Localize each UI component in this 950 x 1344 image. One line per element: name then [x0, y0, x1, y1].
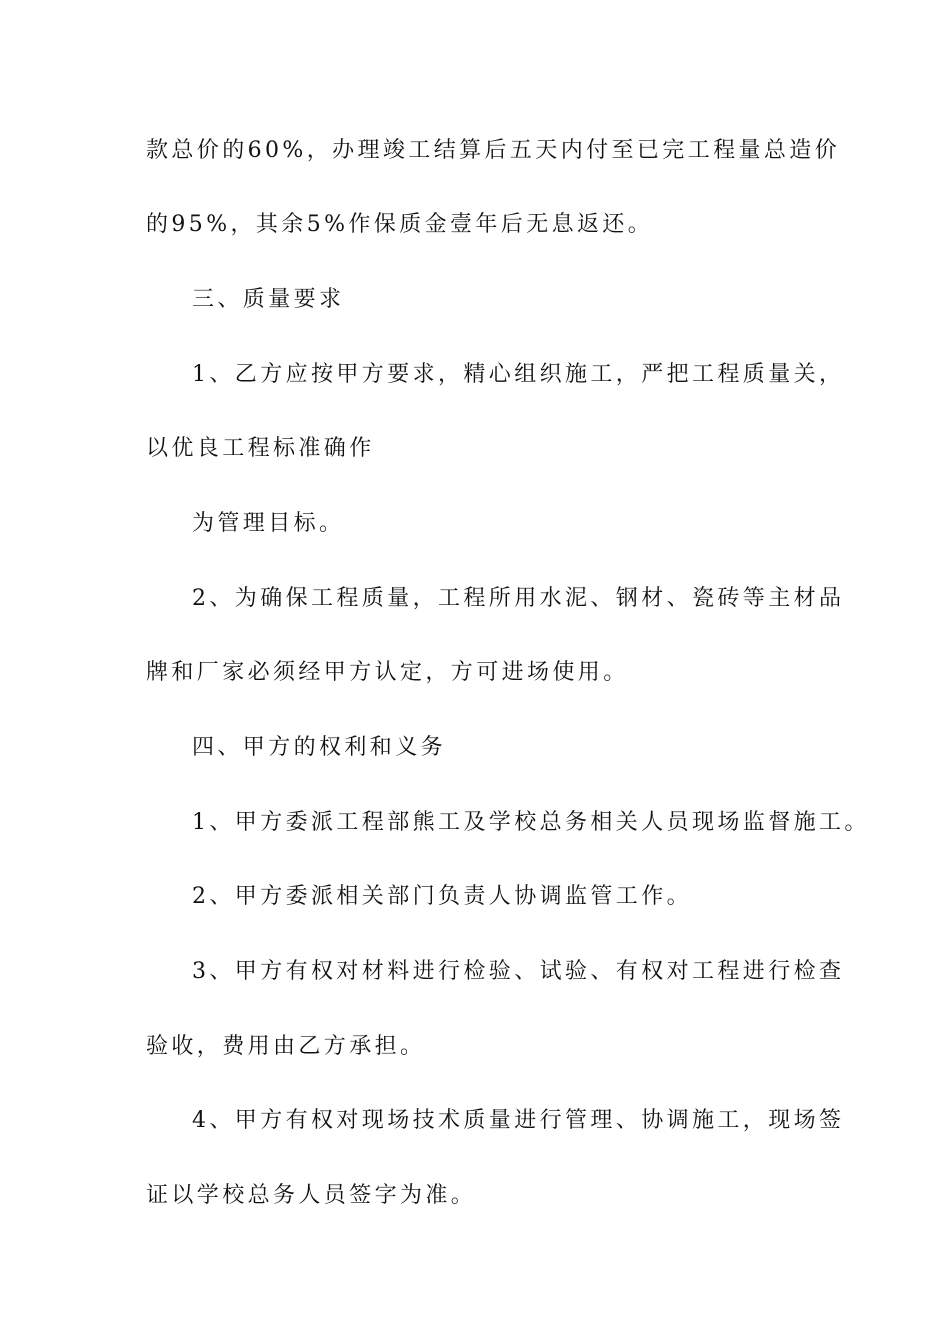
paragraph-line-rights-3-cont: 验收，费用由乙方承担。: [146, 1034, 426, 1059]
paragraph-line-payment-continued: 款总价的60%，办理竣工结算后五天内付至已完工程量总造价: [146, 138, 841, 163]
section-heading-quality: 三、质量要求: [192, 287, 345, 312]
paragraph-line-quality-2: 2、为确保工程质量，工程所用水泥、钢材、瓷砖等主材品: [192, 586, 845, 611]
paragraph-line-quality-2-cont: 牌和厂家必须经甲方认定，方可进场使用。: [146, 660, 629, 685]
paragraph-line-retention: 的95%，其余5%作保质金壹年后无息返还。: [146, 212, 654, 237]
paragraph-line-quality-1-end: 为管理目标。: [192, 511, 345, 536]
paragraph-line-rights-4: 4、甲方有权对现场技术质量进行管理、协调施工，现场签: [192, 1108, 845, 1133]
section-heading-party-a-rights: 四、甲方的权利和义务: [192, 735, 447, 760]
paragraph-line-rights-4-cont: 证以学校总务人员签字为准。: [146, 1183, 477, 1208]
paragraph-line-quality-1-cont: 以优良工程标准确作: [146, 436, 375, 461]
paragraph-line-quality-1: 1、乙方应按甲方要求，精心组织施工，严把工程质量关，: [192, 362, 845, 387]
paragraph-line-rights-2: 2、甲方委派相关部门负责人协调监管工作。: [192, 884, 692, 909]
paragraph-line-rights-3: 3、甲方有权对材料进行检验、试验、有权对工程进行检查: [192, 959, 845, 984]
paragraph-line-rights-1: 1、甲方委派工程部熊工及学校总务相关人员现场监督施工。: [192, 810, 870, 835]
